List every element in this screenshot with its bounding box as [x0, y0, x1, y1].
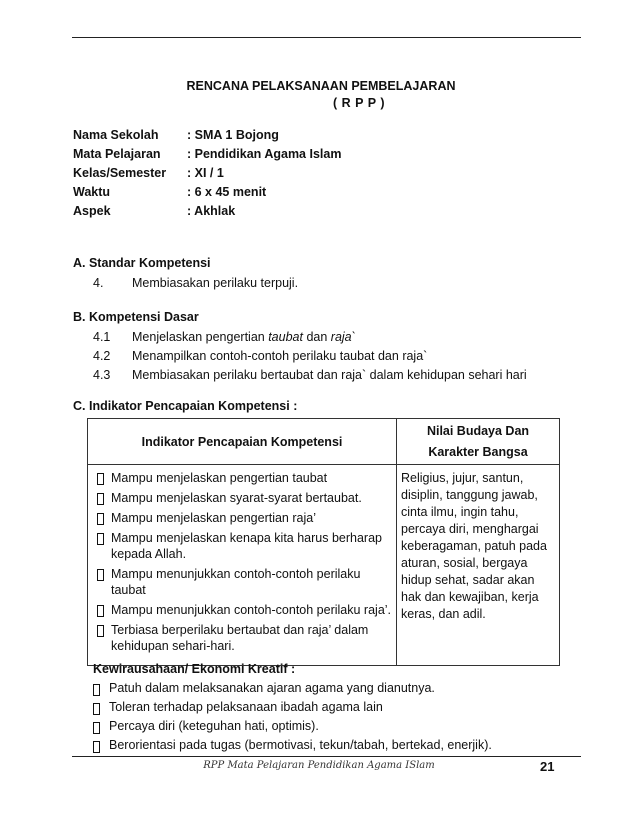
- indicator-text: Terbiasa berperilaku bertaubat dan raja’ dalam kehidupan sehari-hari.: [111, 623, 369, 653]
- document-title: RENCANA PELAKSANAAN PEMBELAJARAN: [186, 79, 456, 93]
- footer-text: RPP Mata Pelajaran Pendidikan Agama ISlam: [203, 760, 435, 771]
- section-b-heading: B. Kompetensi Dasar: [73, 310, 199, 324]
- item-text: Menampilkan contoh-contoh perilaku taubat dan raja`: [132, 349, 428, 363]
- square-bullet-icon: [93, 684, 100, 696]
- info-row: [73, 128, 341, 147]
- item-number: 4.3: [93, 368, 111, 382]
- item-text: Membiasakan perilaku bertaubat dan raja` dalam kehidupan sehari hari: [132, 368, 527, 382]
- square-bullet-icon: [93, 722, 100, 734]
- item-number: 4.1: [93, 330, 111, 344]
- item-text: Membiasakan perilaku terpuji.: [132, 276, 299, 290]
- kewirausahaan-heading: Kewirausahaan/ Ekonomi Kreatif :: [93, 662, 296, 676]
- info-label: Aspek: [73, 204, 111, 218]
- info-value: : 6 x 45 menit: [187, 185, 267, 199]
- square-bullet-icon: [93, 703, 100, 715]
- info-value: : Akhlak: [187, 204, 236, 218]
- bottom-rule: [72, 756, 581, 757]
- header-line: Nilai Budaya Dan: [426, 424, 530, 438]
- page-number: 21: [540, 759, 555, 774]
- section-a-heading: A. Standar Kompetensi: [73, 256, 211, 270]
- indicator-text: Mampu menunjukkan contoh-contoh perilaku taubat: [111, 567, 361, 597]
- header-line: Karakter Bangsa: [428, 445, 528, 459]
- values-cell: [397, 465, 560, 666]
- indicator-text: Mampu menjelaskan pengertian raja’: [111, 511, 316, 525]
- list-item: [97, 530, 393, 562]
- info-row: [73, 147, 341, 166]
- kewirausahaan-text: Percaya diri (keteguhan hati, optimis).: [109, 719, 319, 733]
- info-row: [73, 185, 341, 204]
- top-rule: [72, 37, 581, 38]
- indicator-cell: [88, 465, 397, 666]
- square-bullet-icon: [97, 533, 104, 545]
- square-bullet-icon: [97, 493, 104, 505]
- list-item: [93, 719, 492, 738]
- indicator-text: Mampu menunjukkan contoh-contoh perilaku raja’.: [111, 603, 392, 617]
- item-text-pre: Menjelaskan pengertian: [132, 330, 269, 344]
- square-bullet-icon: [97, 625, 104, 637]
- info-label: Kelas/Semester: [73, 166, 167, 180]
- item-text-mid: dan: [302, 330, 331, 344]
- indicator-text: Mampu menjelaskan syarat-syarat bertaubat.: [111, 491, 362, 505]
- square-bullet-icon: [93, 741, 100, 753]
- list-item: [93, 738, 492, 757]
- info-value: : Pendidikan Agama Islam: [187, 147, 342, 161]
- square-bullet-icon: [97, 569, 104, 581]
- kewirausahaan-list: [93, 681, 492, 757]
- item-text-italic: taubat: [268, 330, 303, 344]
- kewirausahaan-text: Patuh dalam melaksanakan ajaran agama yang dianutnya.: [109, 681, 435, 695]
- info-value: : SMA 1 Bojong: [187, 128, 279, 142]
- kewirausahaan-text: Berorientasi pada tugas (bermotivasi, tekun/tabah, bertekad, enerjik).: [109, 738, 492, 752]
- table-header-values: [397, 419, 560, 465]
- info-block: [73, 128, 341, 223]
- list-item: [97, 510, 393, 526]
- list-item: [97, 470, 393, 486]
- square-bullet-icon: [97, 473, 104, 485]
- info-label: Nama Sekolah: [73, 128, 159, 142]
- kewirausahaan-text: Toleran terhadap pelaksanaan ibadah agama lain: [109, 700, 383, 714]
- item-number: 4.: [93, 276, 104, 290]
- indicator-text: Mampu menjelaskan pengertian taubat: [111, 471, 328, 485]
- list-item: [93, 681, 492, 700]
- table-header-row: [88, 419, 560, 465]
- table-row: [88, 465, 560, 666]
- info-label: Waktu: [73, 185, 111, 199]
- info-label: Mata Pelajaran: [73, 147, 161, 161]
- values-text: Religius, jujur, santun, disiplin, tanggung jawab, cinta ilmu, ingin tahu, percaya diri, menghargai keberagaman, patuh pada aturan, sosial, bergaya hidup sehat, sadar akan hak dan kewajiban, kerja keras, dan adil.: [401, 471, 547, 621]
- list-item: [97, 602, 393, 618]
- document-subtitle: ( R P P ): [333, 96, 385, 110]
- section-c-heading: C. Indikator Pencapaian Kompetensi :: [73, 399, 298, 413]
- list-item: [97, 490, 393, 506]
- list-item: [93, 700, 492, 719]
- item-text-italic: raja`: [330, 330, 356, 344]
- info-row: [73, 204, 341, 223]
- item-number: 4.2: [93, 349, 111, 363]
- indicator-table: [87, 418, 560, 666]
- list-item: [97, 622, 393, 654]
- indicator-text: Mampu menjelaskan kenapa kita harus berharap kepada Allah.: [111, 531, 382, 561]
- square-bullet-icon: [97, 513, 104, 525]
- square-bullet-icon: [97, 605, 104, 617]
- item-text: [132, 330, 356, 344]
- table-header-indicators: Indikator Pencapaian Kompetensi: [88, 419, 397, 465]
- info-row: [73, 166, 341, 185]
- list-item: [97, 566, 393, 598]
- info-value: : XI / 1: [187, 166, 224, 180]
- indicator-list: [89, 466, 395, 664]
